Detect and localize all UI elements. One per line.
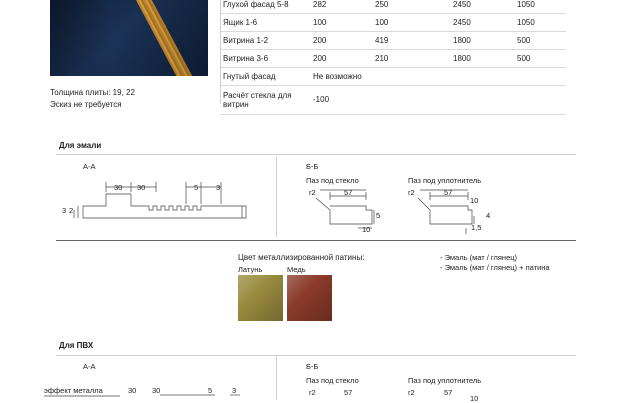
pvc-seal-r2: r2 xyxy=(408,388,415,397)
pvc-aa-dimlines xyxy=(40,394,240,400)
spec-cell: 500 xyxy=(514,50,566,68)
enamel-heading: Для эмали xyxy=(59,141,102,150)
spec-cell: 500 xyxy=(514,32,566,50)
patina-title: Цвет металлизированной патины: xyxy=(238,253,365,262)
spec-row xyxy=(220,86,566,115)
enamel-glass-10: 10 xyxy=(362,225,371,234)
pvc-seal-10: 10 xyxy=(470,394,479,403)
sketch-text: Эскиз не требуется xyxy=(50,100,122,109)
spec-table xyxy=(220,0,566,115)
spec-cell: 100 xyxy=(372,14,450,32)
enamel-seal-groove: Паз под уплотнитель xyxy=(408,176,482,185)
spec-row xyxy=(220,32,566,50)
enamel-seal-57: 57 xyxy=(444,188,453,197)
swatch-label-brass: Латунь xyxy=(238,265,263,274)
pvc-metal-effect: эффект металла xyxy=(44,386,103,395)
pvc-dim-5: 5 xyxy=(208,386,213,395)
spec-cell: 419 xyxy=(372,32,450,50)
pvc-section-aa: А-А xyxy=(83,362,96,371)
swatch-label-copper: Медь xyxy=(287,265,306,274)
spec-cell: Витрина 1-2 xyxy=(220,32,310,50)
brass-swatch xyxy=(238,275,283,321)
spec-cell: 210 xyxy=(372,50,450,68)
spec-cell: Глухой фасад 5-8 xyxy=(220,0,310,14)
spec-cell: -100 xyxy=(310,86,372,115)
finish-enamel-patina: - Эмаль (мат / глянец) + патина xyxy=(440,263,550,272)
finish-enamel: - Эмаль (мат / глянец) xyxy=(440,253,518,262)
spec-cell: Витрина 3-6 xyxy=(220,50,310,68)
spec-cell: 2450 xyxy=(450,14,514,32)
spec-cell: 100 xyxy=(310,14,372,32)
spec-cell: 2450 xyxy=(450,0,514,14)
spec-cell: 282 xyxy=(310,0,372,14)
spec-cell xyxy=(450,86,514,115)
enamel-glass-5: 5 xyxy=(376,211,381,220)
enamel-glass-57: 57 xyxy=(344,188,353,197)
pvc-heading: Для ПВХ xyxy=(59,341,94,350)
spec-cell xyxy=(514,68,566,86)
spec-cell: 1800 xyxy=(450,32,514,50)
enamel-glass-r2: r2 xyxy=(309,188,316,197)
spec-cell: Расчёт стекла для витрин xyxy=(220,86,310,115)
enamel-seal-groove-drawing xyxy=(408,186,498,236)
spec-cell: 1050 xyxy=(514,0,566,14)
pvc-glass-groove: Паз под стекло xyxy=(306,376,359,385)
enamel-seal-4: 4 xyxy=(486,211,491,220)
enamel-dim-30b: 30 xyxy=(137,183,146,192)
spec-cell xyxy=(514,86,566,115)
enamel-seal-r2: r2 xyxy=(408,188,415,197)
spec-cell: 1050 xyxy=(514,14,566,32)
enamel-section-bb: Б-Б xyxy=(306,162,319,171)
product-photo xyxy=(50,0,208,76)
pvc-seal-groove: Паз под уплотнитель xyxy=(408,376,482,385)
spec-cell xyxy=(450,68,514,86)
spec-row xyxy=(220,68,566,86)
pvc-glass-r2: r2 xyxy=(309,388,316,397)
copper-swatch xyxy=(287,275,332,321)
enamel-aa-profile xyxy=(56,176,256,226)
pvc-dim-3: 3 xyxy=(232,386,237,395)
spec-row xyxy=(220,0,566,14)
spec-cell xyxy=(372,86,450,115)
spec-row xyxy=(220,50,566,68)
enamel-section-aa: А-А xyxy=(83,162,96,171)
spec-cell: 200 xyxy=(310,50,372,68)
spec-cell: 250 xyxy=(372,0,450,14)
spec-cell xyxy=(372,68,450,86)
spec-cell: Ящик 1-6 xyxy=(220,14,310,32)
enamel-dim-2v: 2 xyxy=(69,206,74,215)
enamel-dim-3v: 3 xyxy=(62,206,67,215)
thickness-text: Толщина плиты: 19, 22 xyxy=(50,88,135,97)
pvc-dim-30b: 30 xyxy=(152,386,161,395)
spec-cell: Не возможно xyxy=(310,68,372,86)
enamel-seal-10: 10 xyxy=(470,196,479,205)
enamel-dim-30a: 30 xyxy=(114,183,123,192)
pvc-dim-30a: 30 xyxy=(128,386,137,395)
enamel-seal-15: 1,5 xyxy=(471,223,482,232)
pvc-glass-57: 57 xyxy=(344,388,353,397)
spec-row xyxy=(220,14,566,32)
pvc-seal-57: 57 xyxy=(444,388,453,397)
spec-cell: 200 xyxy=(310,32,372,50)
spec-cell: 1800 xyxy=(450,50,514,68)
enamel-dim-5: 5 xyxy=(194,183,199,192)
enamel-glass-groove: Паз под стекло xyxy=(306,176,359,185)
spec-cell: Гнутый фасад xyxy=(220,68,310,86)
pvc-section-bb: Б-Б xyxy=(306,362,319,371)
enamel-dim-3: 3 xyxy=(216,183,221,192)
